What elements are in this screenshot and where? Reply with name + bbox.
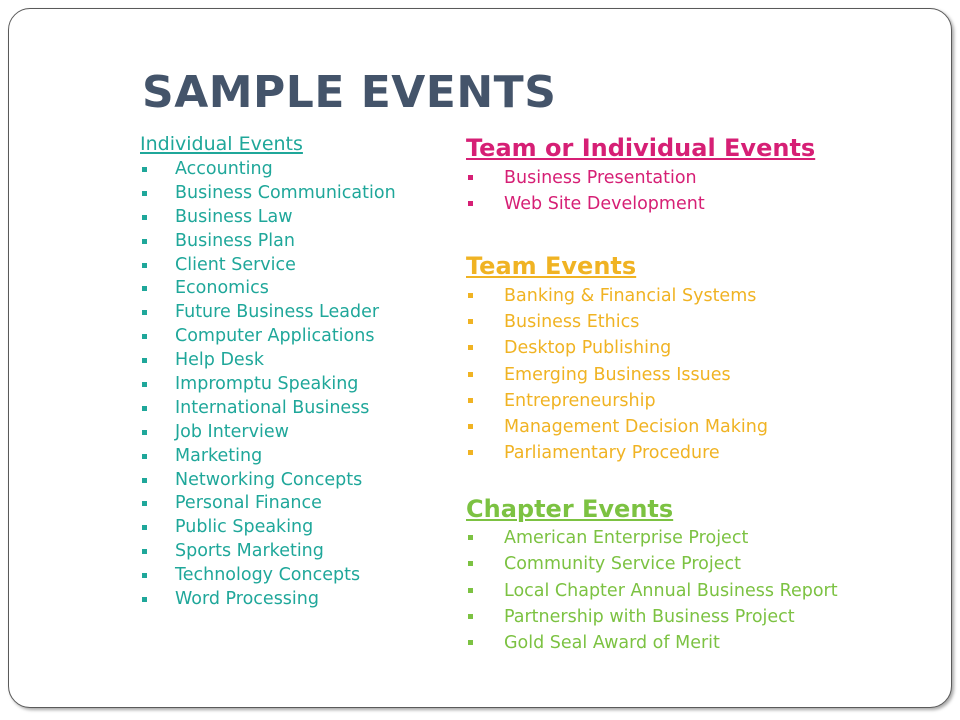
square-bullet-icon <box>468 175 473 180</box>
list-item-label: Banking & Financial Systems <box>504 286 757 306</box>
list-item <box>468 551 838 577</box>
list-item <box>468 191 705 217</box>
square-bullet-icon <box>468 201 473 206</box>
list-item-label: Business Ethics <box>504 312 640 333</box>
square-bullet-icon <box>468 293 473 298</box>
list-item-label: Future Business Leader <box>175 302 380 323</box>
list-item <box>468 525 838 551</box>
square-bullet-icon <box>468 345 473 350</box>
list-item <box>142 588 396 612</box>
team-events-heading: Team Events <box>466 252 637 280</box>
square-bullet-icon <box>142 263 147 268</box>
list-item-label: Local Chapter Annual Business Report <box>504 580 838 601</box>
list-item <box>468 440 768 466</box>
square-bullet-icon <box>142 478 147 483</box>
list-item <box>142 254 396 278</box>
list-item <box>142 349 396 373</box>
list-item-label: Help Desk <box>175 350 264 371</box>
square-bullet-icon <box>142 525 147 530</box>
list-item <box>142 182 396 206</box>
square-bullet-icon <box>468 561 473 566</box>
list-item <box>468 362 768 388</box>
square-bullet-icon <box>142 191 147 196</box>
list-item-label: Marketing <box>175 445 263 466</box>
square-bullet-icon <box>142 454 147 459</box>
list-item <box>468 335 768 361</box>
square-bullet-icon <box>468 450 473 455</box>
list-item-label: Business Communication <box>175 182 396 203</box>
square-bullet-icon <box>468 319 473 324</box>
square-bullet-icon <box>142 382 147 387</box>
list-item <box>142 397 396 421</box>
list-item-label: Word Processing <box>175 589 319 610</box>
list-item-label: International Business <box>175 397 370 418</box>
list-item <box>142 373 396 397</box>
list-item-label: Client Service <box>175 254 296 275</box>
list-item-label: Gold Seal Award of Merit <box>504 633 720 654</box>
list-item <box>142 540 396 564</box>
list-item <box>142 469 396 493</box>
list-item <box>468 309 768 335</box>
list-item <box>468 578 838 604</box>
list-item <box>142 564 396 588</box>
list-item <box>142 301 396 325</box>
square-bullet-icon <box>468 424 473 429</box>
list-item-label: Emerging Business Issues <box>504 364 731 385</box>
list-item-label: Entrepreneurship <box>504 390 656 411</box>
list-item <box>142 516 396 540</box>
list-item-label: Management Decision Making <box>504 416 768 437</box>
square-bullet-icon <box>142 215 147 220</box>
square-bullet-icon <box>468 640 473 645</box>
list-item-label: Business Plan <box>175 230 295 251</box>
team-events-list <box>468 283 768 466</box>
team-or-individual-events-heading: Team or Individual Events <box>466 134 816 162</box>
square-bullet-icon <box>468 535 473 540</box>
square-bullet-icon <box>468 614 473 619</box>
list-item-label: Sports Marketing <box>175 541 324 562</box>
list-item <box>142 230 396 254</box>
square-bullet-icon <box>142 573 147 578</box>
list-item-label: Economics <box>175 278 269 299</box>
list-item <box>468 388 768 414</box>
list-item <box>142 492 396 516</box>
list-item-label: Business Presentation <box>504 168 697 188</box>
list-item-label: Community Service Project <box>504 554 741 575</box>
list-item-label: Business Law <box>175 206 293 227</box>
list-item-label: Job Interview <box>175 421 289 442</box>
square-bullet-icon <box>142 501 147 506</box>
square-bullet-icon <box>142 358 147 363</box>
individual-events-list <box>142 158 396 612</box>
list-item-label: Desktop Publishing <box>504 338 672 359</box>
list-item <box>468 604 838 630</box>
square-bullet-icon <box>142 549 147 554</box>
list-item-label: Personal Finance <box>175 493 322 514</box>
list-item <box>142 277 396 301</box>
square-bullet-icon <box>142 597 147 602</box>
square-bullet-icon <box>142 167 147 172</box>
list-item <box>468 165 705 191</box>
list-item <box>468 630 838 656</box>
individual-events-heading: Individual Events <box>140 133 303 155</box>
chapter-events-list <box>468 525 838 656</box>
list-item-label: Parliamentary Procedure <box>504 443 720 464</box>
list-item-label: American Enterprise Project <box>504 528 749 548</box>
list-item <box>142 445 396 469</box>
square-bullet-icon <box>142 430 147 435</box>
square-bullet-icon <box>468 372 473 377</box>
list-item <box>142 158 396 182</box>
square-bullet-icon <box>142 334 147 339</box>
list-item-label: Networking Concepts <box>175 469 363 490</box>
chapter-events-heading: Chapter Events <box>466 495 674 523</box>
list-item <box>468 283 768 309</box>
list-item <box>142 421 396 445</box>
square-bullet-icon <box>468 588 473 593</box>
list-item <box>468 414 768 440</box>
list-item <box>142 206 396 230</box>
slide-title: SAMPLE EVENTS <box>142 67 557 118</box>
list-item-label: Accounting <box>175 159 273 179</box>
list-item-label: Impromptu Speaking <box>175 374 359 395</box>
list-item-label: Computer Applications <box>175 326 375 347</box>
list-item-label: Public Speaking <box>175 517 314 538</box>
square-bullet-icon <box>142 239 147 244</box>
team-or-individual-events-list <box>468 165 705 217</box>
list-item-label: Partnership with Business Project <box>504 606 795 627</box>
list-item <box>142 325 396 349</box>
square-bullet-icon <box>142 310 147 315</box>
square-bullet-icon <box>142 286 147 291</box>
list-item-label: Web Site Development <box>504 194 705 214</box>
square-bullet-icon <box>468 398 473 403</box>
list-item-label: Technology Concepts <box>175 565 361 586</box>
square-bullet-icon <box>142 406 147 411</box>
